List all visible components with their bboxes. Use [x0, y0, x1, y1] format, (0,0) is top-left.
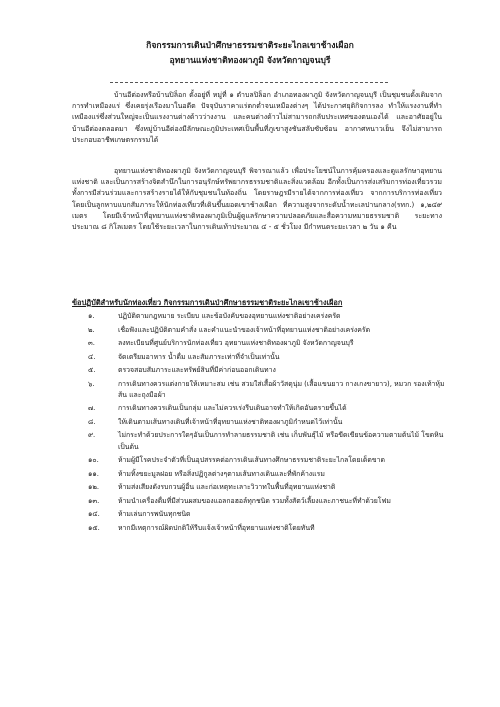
park-paragraph-text: อุทยานแห่งชาติทองผาภูมิ จังหวัดกาญจนบุรี พิจารณาแล้ว เพื่อประโยชน์ในการคุ้มครองและดูแลรักษาอุทยานแห่งชาติ และเป็นการสร้างจิตสำนึกในการอนุรักษ์ทรัพยากรธรรมชาติและสิ่งแวดล้อม อีกทั้งเป็นการส่งเสริมการท่องเที่ยวรวมทั้งการมีส่วนร่วมและการสร้างรายได้ให้กับชุมชนในท้องถิ่น โดยราษฎรมีรายได้จากการท่องเที่ยว จากการบริการท่องเที่ยวโดยเป็นลูกหาบแบกสัมภาระให้นักท่องเที่ยวที่เดินขึ้นยอดเขาช้างเผือก ที่ความสูงจากระดับน้ำทะเลปานกลาง(รทก.) ๑,๒๔๙ เมตร โดยมีเจ้าหน้าที่อุทยานแห่งชาติทองผาภูมิเป็นผู้ดูแลรักษาความปลอดภัยและสื่อความหมายธรรมชาติ ระยะทางประมาณ ๘ กิโลเมตร โดยใช้ระยะเวลาในการเดินเท้าประมาณ ๔ - ๕ ชั่วโมง มีกำหนดระยะเวลา ๒ วัน ๑ คืน — [72, 167, 442, 232]
rule-item — [88, 430, 446, 453]
rule-text: ปฏิบัติตามกฎหมาย ระเบียบ และข้อบังคับของอุทยานแห่งชาติอย่างเคร่งครัด — [118, 312, 341, 320]
rule-number: ๒. — [88, 325, 95, 334]
rule-text: ตรวจสอบสัมภาระและทรัพย์สินที่มีค่าก่อนออกเดินทาง — [118, 366, 276, 374]
rule-number: ๖. — [88, 379, 95, 388]
rule-number: ๙. — [88, 431, 96, 440]
intro-paragraph-text: บ้านอีต่องหรือบ้านปิล็อก ตั้งอยู่ที่ หมู่ที่ ๑ ตำบลปิล็อก อำเภอทองผาภูมิ จังหวัดกาญจนบุรี เป็นชุมชนดั้งเดิมจากการทำเหมืองแร่ ซึ่งเคยรุ่งเรืองมาในอดีต ปัจจุบันราคาแร่ตกต่ำจนเหมืองต่างๆ ได้ประกาศยุติกิจการลง ทำให้แรงงานที่ทำเหมืองแร่ซึ่งส่วนใหญ่จะเป็นแรงงานต่างด้าวว่างงาน และคนต่างด้าวไม่สามารถกลับประเทศของตนเองได้ และอาศัยอยู่ในบ้านอีต่องตลอดมา ซึ่งหมู่บ้านอีต่องมีลักษณะภูมิประเทศเป็นพื้นที่ภูเขาสูงชันสลับซับซ้อน อากาศหนาวเย็น จึงไม่สามารถประกอบอาชีพเกษตรกรรมได้ — [72, 91, 442, 144]
rule-number: ๔. — [88, 352, 96, 361]
divider — [110, 82, 388, 83]
document-subtitle: อุทยานแห่งชาติทองผาภูมิ จังหวัดกาญจนบุรี — [169, 56, 331, 66]
rule-number: ๑๔. — [88, 510, 100, 519]
rule-number: ๑๐. — [88, 456, 99, 465]
rule-text: ลงทะเบียนที่ศูนย์บริการนักท่องเที่ยว อุทยานแห่งชาติทองผาภูมิ จังหวัดกาญจนบุรี — [118, 339, 354, 347]
rule-text: เชื่อฟังและปฏิบัติตามคำสั่ง และคำแนะนำของเจ้าหน้าที่อุทยานแห่งชาติอย่างเคร่งครัด — [118, 325, 371, 334]
rule-number: ๕. — [88, 366, 96, 374]
rule-number: ๑. — [88, 312, 95, 320]
rule-item — [88, 365, 446, 376]
rule-text: ห้ามผู้มีโรคประจำตัวที่เป็นอุปสรรคต่อการเดินเส้นทางศึกษาธรรมชาติระยะไกลโดยเด็ดขาด — [118, 456, 385, 465]
rule-text: ห้ามเล่นการพนันทุกชนิด — [118, 510, 191, 519]
rule-number: ๑๕. — [88, 523, 100, 532]
rule-text: ให้เดินตามเส้นทางเดินที่เจ้าหน้าที่อุทยานแห่งชาติทองผาภูมิกำหนดไว้เท่านั้น — [118, 417, 343, 426]
rule-item — [88, 417, 446, 428]
rule-item — [88, 482, 446, 493]
rule-item — [88, 352, 446, 363]
rule-text: การเดินทางควรเดินเป็นกลุ่ม และไม่ควรเร่งรีบเดินอาจทำให้เกิดอันตรายขึ้นได้ — [118, 404, 347, 413]
rule-number: ๑๓. — [88, 496, 100, 505]
rule-item — [88, 523, 446, 534]
rule-item — [88, 311, 446, 322]
document-title: กิจกรรมการเดินป่าศึกษาธรรมชาติระยะไกลเขาช้างเผือก — [146, 41, 354, 51]
rule-item — [88, 338, 446, 349]
rules-list — [88, 311, 446, 536]
rule-item — [88, 509, 446, 520]
rule-number: ๑๒. — [88, 483, 100, 492]
rule-item — [88, 379, 446, 402]
park-paragraph — [72, 166, 442, 233]
rule-number: ๗. — [88, 404, 96, 413]
rule-number: ๑๑. — [88, 469, 99, 478]
rule-number: ๘. — [88, 417, 96, 426]
rule-text: ไม่กระทำด้วยประการใดๆอันเป็นการทำลายธรรมชาติ เช่น เก็บพันธุ์ไม้ หรือขีดเขียนข้อความตามต้นไม้ โขดหิน เป็นต้น — [118, 431, 444, 451]
rules-heading: ข้อปฏิบัติสำหรับนักท่องเที่ยว กิจกรรมการเดินป่าศึกษาธรรมชาติระยะไกลเขาช้างเผือก — [72, 298, 343, 307]
rule-text: ห้ามนำเครื่องดื่มที่มีส่วนผสมของแอลกอฮอล์ทุกชนิด รวมทั้งสัตว์เลี้ยงและภาชนะที่ทำด้วยโฟม — [118, 496, 391, 505]
rule-item — [88, 325, 446, 336]
rule-text: ห้ามทิ้งขยะมูลฝอย หรือสิ่งปฏิกูลต่างๆตามเส้นทางเดินและที่พักค้างแรม — [118, 469, 325, 478]
rule-text: ห้ามส่งเสียงดังรบกวนผู้อื่น และก่อเหตุทะเลาะวิวาทในพื้นที่อุทยานแห่งชาติ — [118, 483, 336, 492]
rule-text: หากมีเหตุการณ์ผิดปกติให้รีบแจ้งเจ้าหน้าที่อุทยานแห่งชาติโดยทันที — [118, 523, 315, 532]
intro-paragraph — [72, 90, 442, 146]
rule-item — [88, 469, 446, 480]
rule-item — [88, 403, 446, 414]
rule-item — [88, 455, 446, 466]
rule-text: การเดินทางควรแต่งกายให้เหมาะสม เช่น สวมใส่เสื้อผ้าวัสดุนุ่ม (เสื้อแขนยาว กางเกงขายาว), หมวก รองเท้าหุ้มส้น และถุงมือผ้า — [118, 379, 445, 399]
rule-number: ๓. — [88, 339, 95, 347]
rule-text: จัดเตรียมอาหาร น้ำดื่ม และสัมภาระเท่าที่จำเป็นเท่านั้น — [118, 352, 280, 361]
rule-item — [88, 496, 446, 507]
